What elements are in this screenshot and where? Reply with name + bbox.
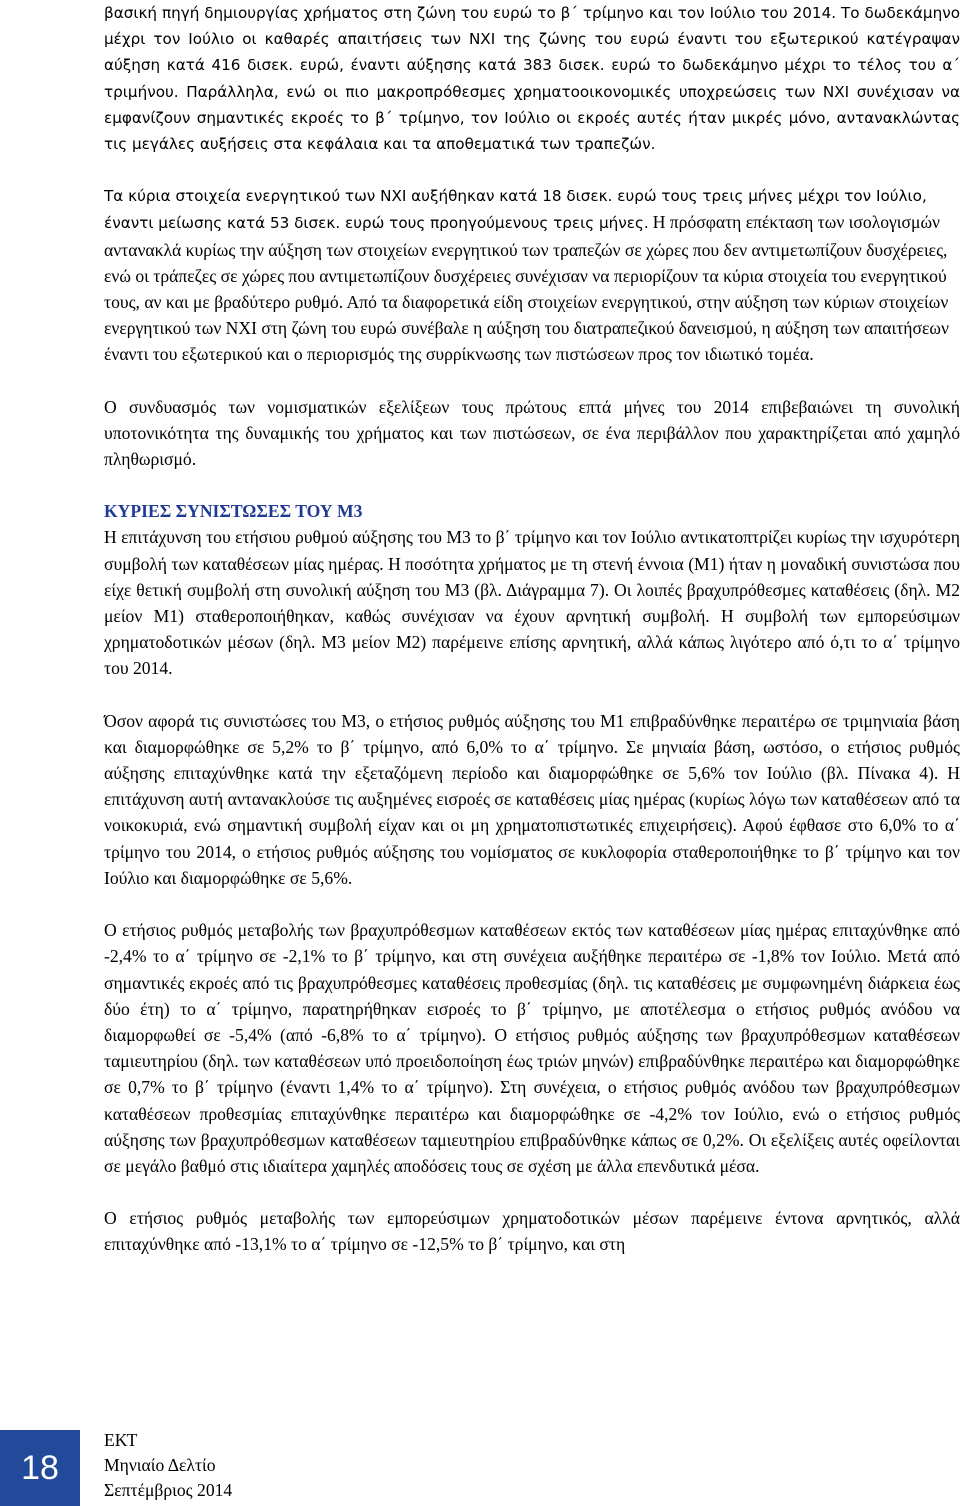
spacer — [104, 472, 960, 498]
footer-publisher: ΕΚΤ — [104, 1430, 138, 1450]
footer-date: Σεπτέμβριος 2014 — [104, 1480, 233, 1500]
document-body — [104, 0, 960, 1258]
footer-publication: Μηνιαίο Δελτίο — [104, 1455, 216, 1475]
spacer — [104, 368, 960, 394]
spacer — [104, 157, 960, 183]
paragraph-2-intro: Τα κύρια στοιχεία ενεργητικού των ΝΧΙ αυξήθηκαν κατά 18 δισεκ. ευρώ τους τρεις μήνες μέχρι τον Ιούλιο, έναντι μείωσης κατά 53 δισεκ. ευρώ τους προηγούμενους τρεις μήνες. — [104, 187, 927, 233]
spacer — [104, 682, 960, 708]
paragraph-1: βασική πηγή δημιουργίας χρήματος στη ζώνη του ευρώ το β΄ τρίμηνο και τον Ιούλιο του 2014. Το δωδεκάμηνο μέχρι τον Ιούλιο οι καθαρές απαιτήσεις των ΝΧΙ της ζώνης του ευρώ έναντι του εξωτερικού κατέγραψαν αύξηση κατά 416 δισεκ. ευρώ, έναντι αύξησης κατά 383 δισεκ. ευρώ το δωδεκάμηνο μέχρι το τέλος του α΄ τριμήνου. Παράλληλα, ενώ οι πιο μακροπρόθεσμες χρηματοοικονομικές υποχρεώσεις των ΝΧΙ συνέχισαν να εμφανίζουν σημαντικές εκροές το β΄ τρίμηνο, τον Ιούλιο οι εκροές αυτές ήταν μικρές μόνο, αντανακλώντας τις μεγάλες αυξήσεις στα κεφάλαια και τα αποθεματικά των τραπεζών. — [104, 4, 960, 154]
paragraph-2: Η πρόσφατη επέκταση των ισολογισμών αντανακλά κυρίως την αύξηση των στοιχείων ενεργητικού των τραπεζών σε χώρες που δεν αντιμετωπίζουν δυσχέρειες, ενώ οι τράπεζες σε χώρες που αντιμετωπίζουν δυσχέρειες συνέχισαν να περιορίζουν τα κύρια στοιχεία του ενεργητικού τους, αν και με βραδύτερο ρυθμό. Από τα διαφορετικά είδη στοιχείων ενεργητικού, στην αύξηση των κύριων στοιχείων ενεργητικού των ΝΧΙ στη ζώνη του ευρώ συνέβαλε η αύξηση του διατραπεζικού δανεισμού, η αύξηση των απαιτήσεων έναντι του εξωτερικού και ο περιορισμός της συρρίκνωσης των πιστώσεων προς τον ιδιωτικό τομέα. — [104, 212, 949, 365]
spacer — [104, 1179, 960, 1205]
footer — [104, 1428, 232, 1503]
section-heading: ΚΥΡΙΕΣ ΣΥΝΙΣΤΩΣΕΣ ΤΟΥ Μ3 — [104, 501, 363, 522]
paragraph-7: Ο ετήσιος ρυθμός μεταβολής των εμπορεύσιμων χρηματοδοτικών μέσων παρέμεινε έντονα αρνητικός, αλλά επιταχύνθηκε από -13,1% το α΄ τρίμηνο σε -12,5% το β΄ τρίμηνο, και στη — [104, 1208, 960, 1255]
paragraph-3: Ο συνδυασμός των νομισματικών εξελίξεων τους πρώτους επτά μήνες του 2014 επιβεβαιώνει τη συνολική υποτονικότητα της δυναμικής του χρήματος και των πιστώσεων, σε ένα περιβάλλον που χαρακτηρίζεται από χαμηλό πληθωρισμό. — [104, 396, 960, 470]
paragraph-4: Η επιτάχυνση του ετήσιου ρυθμού αύξησης του Μ3 το β΄ τρίμηνο και τον Ιούλιο αντικατοπτρίζει κυρίως την ισχυρότερη συμβολή των καταθέσεων μίας ημέρας. Η ποσότητα χρήματος με τη στενή έννοια (Μ1) ήταν η μοναδική συνιστώσα που είχε θετική συμβολή στη συνολική αύξηση του Μ3 (βλ. Διάγραμμα 7). Οι λοιπές βραχυπρόθεσμες καταθέσεις (δηλ. Μ2 μείον Μ1) σταθεροποιήθηκαν, καθώς συνέχισαν να έχουν αρνητική συμβολή. Η συμβολή των εμπορεύσιμων χρηματοδοτικών μέσων (δηλ. Μ3 μείον Μ2) παρέμεινε επίσης αρνητική, αλλά κάπως λιγότερο από ό,τι το α΄ τρίμηνο του 2014. — [104, 527, 960, 679]
spacer — [104, 891, 960, 917]
page-number: 18 — [0, 1430, 80, 1506]
paragraph-5: Όσον αφορά τις συνιστώσες του Μ3, ο ετήσιος ρυθμός αύξησης του Μ1 επιβραδύνθηκε περαιτέρω σε τριμηνιαία βάση και διαμορφώθηκε σε 5,2% το β΄ τρίμηνο, από 6,0% το α΄ τρίμηνο. Σε μηνιαία βάση, ωστόσο, ο ετήσιος ρυθμός αύξησης επιταχύνθηκε κατά την εξεταζόμενη περίοδο και διαμορφώθηκε σε 5,6% τον Ιούλιο (βλ. Πίνακα 4). Η επιτάχυνση αυτή αντανακλούσε τις αυξημένες εισροές σε καταθέσεις μίας ημέρας (κυρίως λόγω των καταθέσεων από τα νοικοκυριά, ενώ σημαντική συμβολή είχαν και οι μη χρηματοπιστωτικές επιχειρήσεις). Αφού έφθασε στο 6,0% το α΄ τρίμηνο του 2014, ο ετήσιος ρυθμός αύξησης του νομίσματος σε κυκλοφορία σταθεροποιήθηκε το β΄ τρίμηνο και τον Ιούλιο και διαμορφώθηκε σε 5,6%. — [104, 710, 960, 888]
paragraph-6: Ο ετήσιος ρυθμός μεταβολής των βραχυπρόθεσμων καταθέσεων εκτός των καταθέσεων μίας ημέρας επιταχύνθηκε από -2,4% το α΄ τρίμηνο σε -2,1% το β΄ τρίμηνο, και στη συνέχεια αυξήθηκε περαιτέρω σε -1,8% τον Ιούλιο. Μετά από σημαντικές εκροές από τις βραχυπρόθεσμες καταθέσεις προθεσμίας (δηλ. τις καταθέσεις με συμφωνημένη διάρκεια έως δύο έτη) το α΄ τρίμηνο, παρατηρήθηκαν εισροές το β΄ τρίμηνο, με αποτέλεσμα ο ετήσιος ρυθμός ανόδου να διαμορφωθεί σε -5,4% (από -6,8% το α΄ τρίμηνο). Ο ετήσιος ρυθμός αύξησης των βραχυπρόθεσμων καταθέσεων ταμιευτηρίου (δηλ. των καταθέσεων υπό προειδοποίηση έως τριών μηνών) επιβραδύνθηκε περαιτέρω και διαμορφώθηκε σε 0,7% το β΄ τρίμηνο (έναντι 1,4% το α΄ τρίμηνο). Στη συνέχεια, ο ετήσιος ρυθμός ανόδου των βραχυπρόθεσμων καταθέσεων προθεσμίας επιταχύνθηκε περαιτέρω και διαμορφώθηκε σε -4,2% τον Ιούλιο, ενώ ο ετήσιος ρυθμός αύξησης των βραχυπρόθεσμων καταθέσεων ταμιευτηρίου επιβραδύνθηκε κάπως σε 0,2%. Οι εξελίξεις αυτές οφείλονται σε μεγάλο βαθμό στις ιδιαίτερα χαμηλές αποδόσεις τους σε σχέση με άλλα επενδυτικά μέσα. — [104, 920, 960, 1176]
